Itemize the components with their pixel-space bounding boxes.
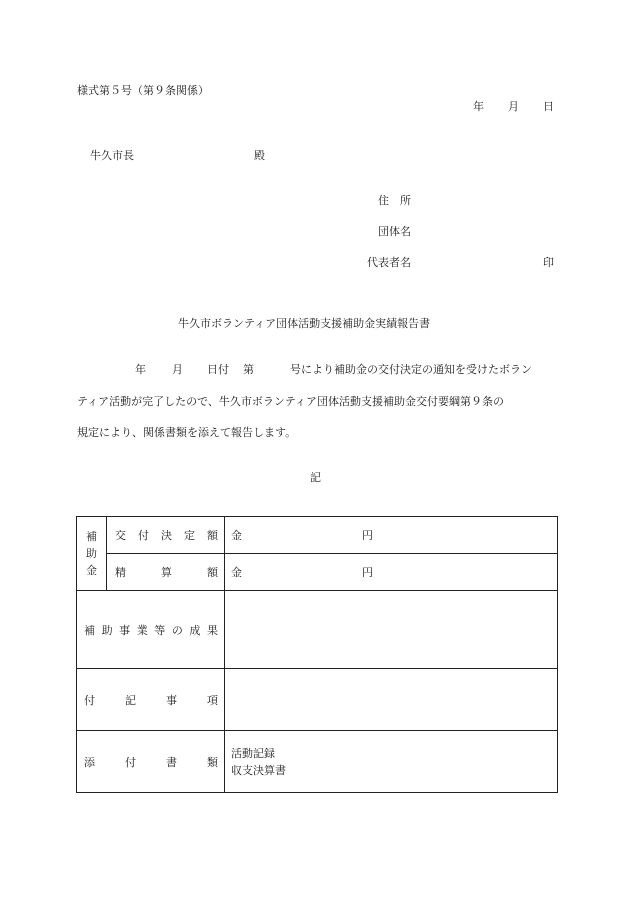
row-fuki-jiko xyxy=(77,669,558,731)
label-char: 添 xyxy=(84,755,95,769)
label-char: 業 xyxy=(136,623,148,637)
body-line3: 規定により、関係書類を添えて報告します。 xyxy=(77,426,297,439)
seal-mark: 印 xyxy=(543,256,554,269)
label-char: 類 xyxy=(207,755,218,769)
fuki-jiko-label xyxy=(77,669,225,731)
label-char: 付 xyxy=(84,693,95,707)
kofu-kettei-label xyxy=(107,517,225,554)
body-line2: ティア活動が完了したので、牛久市ボランティア団体活動支援補助金交付要綱第９条の xyxy=(77,395,505,408)
group-char: 補 xyxy=(86,530,97,543)
label-char: の xyxy=(171,623,183,637)
label-char: 補 xyxy=(84,623,95,637)
label-char: 事 xyxy=(119,623,131,637)
body-day: 日付 xyxy=(207,363,229,376)
row-seika xyxy=(77,591,558,669)
date-month-label: 月 xyxy=(508,100,519,113)
row-tenpu-shorui xyxy=(77,731,558,793)
label-char: 果 xyxy=(206,623,218,637)
label-char: 決 xyxy=(161,529,172,542)
label-char: 額 xyxy=(207,566,218,579)
label-char: 記 xyxy=(125,693,136,707)
label-char: 事 xyxy=(166,693,177,707)
label-char: 付 xyxy=(125,755,136,769)
seika-value xyxy=(225,591,558,669)
label-char: 成 xyxy=(189,623,201,637)
seisan-value xyxy=(225,554,558,591)
label-char: 助 xyxy=(101,623,113,637)
body-dai: 第 xyxy=(243,363,254,376)
attachment-item: 活動記録 xyxy=(231,746,275,760)
seisan-label xyxy=(107,554,225,591)
label-char: 等 xyxy=(154,623,166,637)
body-month: 月 xyxy=(172,363,183,376)
group-name-label: 団体名 xyxy=(378,225,411,238)
kofu-kettei-value xyxy=(225,517,558,554)
label-char: 項 xyxy=(207,693,218,707)
body-line1-rest: 号により補助金の交付決定の通知を受けたボラン xyxy=(290,363,532,376)
label-char: 算 xyxy=(161,566,172,579)
label-char: 額 xyxy=(207,529,218,542)
report-table xyxy=(76,516,558,793)
kin-label: 金 xyxy=(231,529,242,542)
group-char: 金 xyxy=(86,564,97,577)
representative-label: 代表者名 xyxy=(367,256,411,269)
tenpu-shorui-label xyxy=(77,731,225,793)
ki-heading: 記 xyxy=(310,471,321,484)
label-char: 書 xyxy=(166,755,177,769)
date-day-label: 日 xyxy=(543,100,554,113)
body-year: 年 xyxy=(135,363,146,376)
row-kofu-kettei xyxy=(77,517,558,554)
group-char: 助 xyxy=(86,547,97,560)
label-char: 交 xyxy=(115,529,126,542)
form-number: 様式第５号（第９条関係） xyxy=(77,84,209,97)
document-title: 牛久市ボランティア団体活動支援補助金実績報告書 xyxy=(178,317,431,330)
kin-label: 金 xyxy=(231,566,242,579)
fuki-jiko-value xyxy=(225,669,558,731)
date-year-label: 年 xyxy=(473,100,484,113)
hojokin-group-label xyxy=(77,517,107,591)
addressee-honorific: 殿 xyxy=(254,149,265,162)
addressee-name: 牛久市長 xyxy=(90,149,134,162)
label-char: 精 xyxy=(115,566,126,579)
row-seisan xyxy=(77,554,558,591)
attachment-item: 収支決算書 xyxy=(231,763,286,777)
en-label: 円 xyxy=(362,529,373,542)
tenpu-shorui-value xyxy=(225,731,558,793)
address-label: 住 所 xyxy=(378,194,411,207)
label-char: 定 xyxy=(184,529,195,542)
seika-label xyxy=(77,591,225,669)
en-label: 円 xyxy=(362,566,373,579)
label-char: 付 xyxy=(138,529,149,542)
